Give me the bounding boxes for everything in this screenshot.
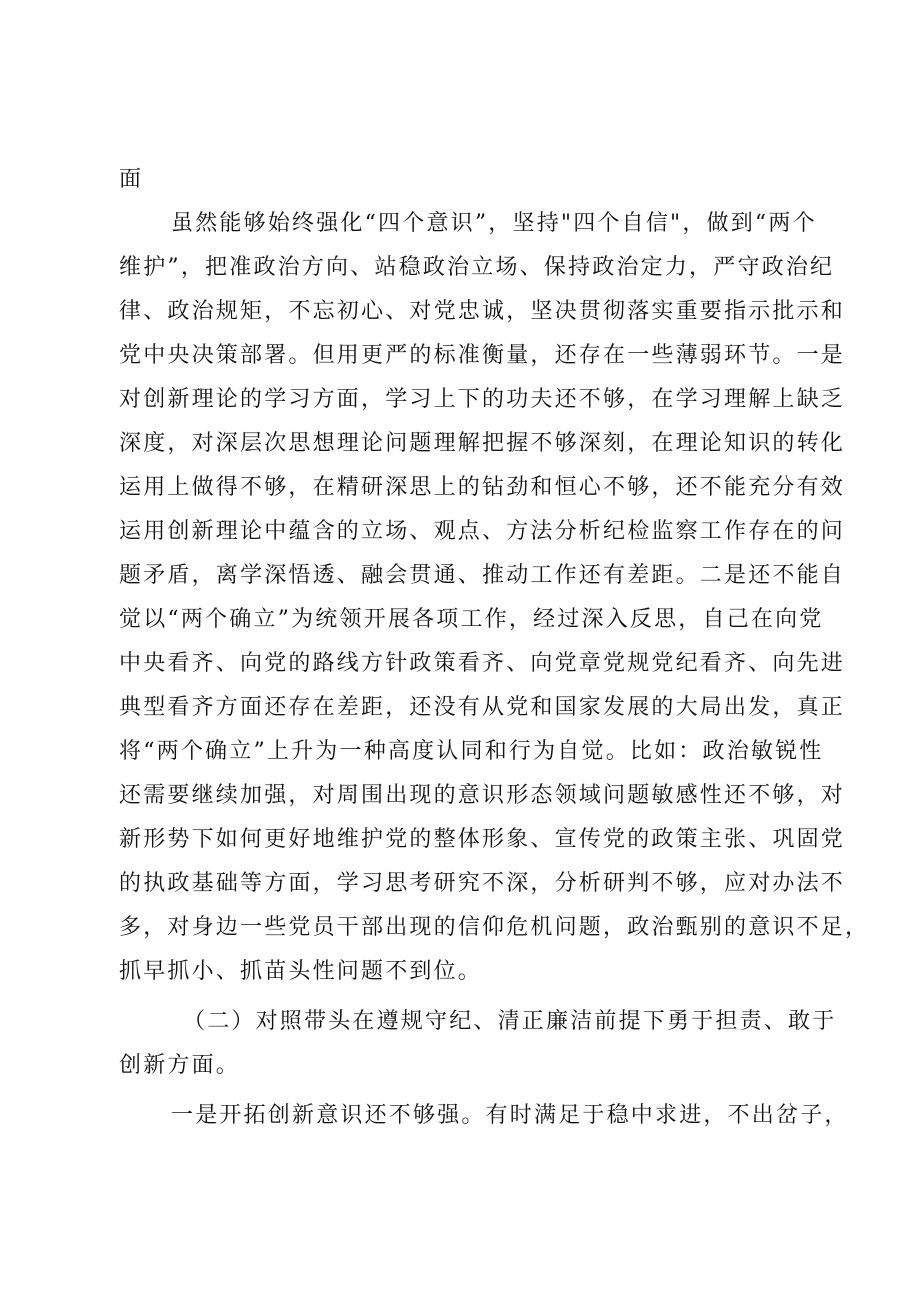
paragraph-first-line: 虽然能够始终强化“四个意识”，坚持"四个自信"，做到“两个: [171, 211, 817, 236]
text-line: 抓早抓小、抓苗头性问题不到位。: [119, 959, 483, 984]
text-line: 党中央决策部署。但用更严的标准衡量，还存在一些薄弱环节。一是: [119, 343, 846, 368]
text-line: 面: [119, 167, 144, 192]
text-line: 中央看齐、向党的路线方针政策看齐、向党章党规党纪看齐、向先进: [119, 651, 846, 676]
text-line: 题矛盾，离学深悟透、融会贯通、推动工作还有差距。二是还不能自: [119, 563, 846, 588]
text-line: 觉以“两个确立”为统领开展各项工作，经过深入反思，自己在向党: [119, 607, 824, 632]
paragraph-first-line: 一是开拓创新意识还不够强。有时满足于稳中求进，不出岔子，: [171, 1103, 849, 1128]
section-heading-continuation: 创新方面。: [119, 1053, 241, 1078]
text-line: 还需要继续加强，对周围出现的意识形态领域问题敏感性还不够，对: [119, 783, 846, 808]
text-line: 新形势下如何更好地维护党的整体形象、宣传党的政策主张、巩固党: [119, 827, 846, 852]
text-line: 对创新理论的学习方面，学习上下的功夫还不够，在学习理解上缺乏: [119, 387, 846, 412]
document-body: [119, 158, 870, 1138]
text-line: 深度，对深层次思想理论问题理解把握不够深刻，在理论知识的转化: [119, 431, 846, 456]
text-line: 典型看齐方面还存在差距，还没有从党和国家发展的大局出发，真正: [119, 695, 846, 720]
text-line: 将“两个确立”上升为一种高度认同和行为自觉。比如：政治敏锐性: [119, 739, 824, 764]
text-line: 运用创新理论中蕴含的立场、观点、方法分析纪检监察工作存在的问: [119, 519, 846, 544]
text-line: 运用上做得不够，在精研深思上的钻劲和恒心不够，还不能充分有效: [119, 475, 846, 500]
text-line: 多，对身边一些党员干部出现的信仰危机问题，政治甄别的意识不足，: [119, 915, 870, 940]
text-line: 维护”，把准政治方向、站稳政治立场、保持政治定力，严守政治纪: [119, 255, 835, 280]
text-line: 的执政基础等方面，学习思考研究不深，分析研判不够，应对办法不: [119, 871, 846, 896]
text-line: 律、政治规矩，不忘初心、对党忠诚，坚决贯彻落实重要指示批示和: [119, 299, 846, 324]
section-heading: （二）对照带头在遵规守纪、清正廉洁前提下勇于担责、敢于: [183, 1009, 837, 1034]
